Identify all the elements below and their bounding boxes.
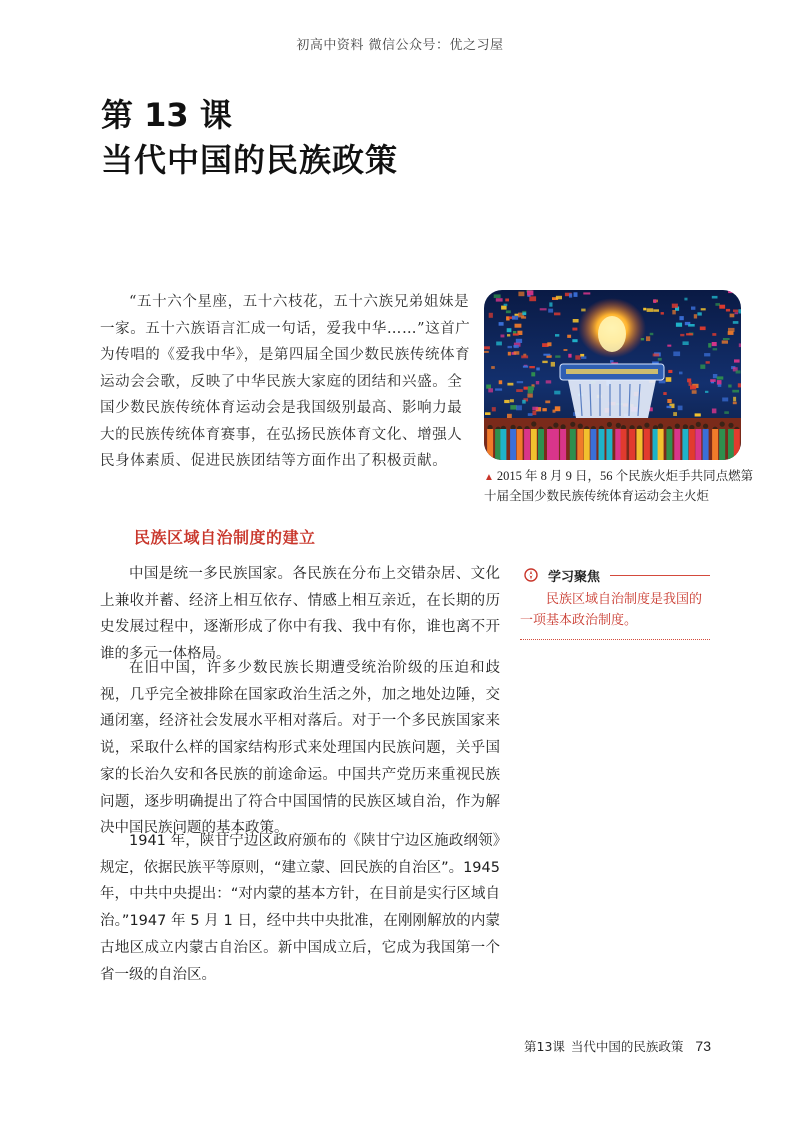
figure-caption: [484, 467, 754, 505]
divider: [610, 575, 710, 576]
body-paragraph: 1941 年，陕甘宁边区政府颁布的《陕甘宁边区施政纲领》规定，依据民族平等原则，“建立蒙、回民族的自治区”。1945 年，中共中央提出：“对内蒙的基本方针，在目前是实行区域自治。”1947 年 5 月 1 日，经中共中央批准，在刚刚解放的内蒙古地区成立内蒙古自治区。新中国成立后，它成为我国第一个省一级的自治区。: [100, 833, 500, 983]
study-focus-box: [520, 566, 710, 640]
caption-text: 2015 年 8 月 9 日，56 个民族火炬手共同点燃第十届全国少数民族传统体育运动会主火炬: [484, 469, 754, 503]
footer-lesson-title: 当代中国的民族政策: [570, 1039, 684, 1054]
page-number: 73: [695, 1038, 711, 1054]
study-focus-title: 学习聚焦: [548, 570, 601, 585]
intro-paragraph: “五十六个星座，五十六枝花，五十六族兄弟姐妹是一家。五十六族语言汇成一句话，爱我中华……”这首广为传唱的《爱我中华》，是第四届全国少数民族传统体育运动会会歌，反映了中华民族大家庭的团结和兴盛。全国少数民族传统体育运动会是我国级别最高、影响力最大的民族传统体育赛事，在弘扬民族体育文化、增强人民身体素质、促进民族团结等方面作出了积极贡献。: [100, 294, 471, 469]
page-title: 当代中国的民族政策: [101, 141, 399, 179]
lesson-number: 第 13 课: [101, 96, 232, 134]
triangle-marker-icon: ▲: [484, 472, 494, 483]
body-paragraph: 中国是统一多民族国家。各民族在分布上交错杂居、文化上兼收并蓄、经济上相互依存、情感上相互亲近，在长期的历史发展过程中，逐渐形成了你中有我、我中有你，谁也离不开谁的多元一体格局。: [100, 566, 500, 663]
ceremony-photo: [484, 290, 741, 460]
footer-lesson-label: 第13课: [524, 1039, 565, 1054]
study-focus-header: [520, 566, 710, 584]
section-heading: 民族区域自治制度的建立: [134, 528, 316, 547]
compass-icon: [524, 568, 538, 582]
page-footer: [524, 1037, 711, 1055]
body-paragraph: 在旧中国，许多少数民族长期遭受统治阶级的压迫和歧视，几乎完全被排除在国家政治生活之外，加之地处边陲，交通闭塞，经济社会发展水平相对落后。对于一个多民族国家来说，采取什么样的国家结构形式来处理国内民族问题，关乎国家的长治久安和各民族的前途命运。中国共产党历来重视民族问题，逐步明确提出了符合中国国情的民族区域自治，作为解决中国民族问题的基本政策。: [100, 660, 500, 837]
watermark-text: 初高中资料 微信公众号：优之习屋: [296, 38, 504, 53]
study-focus-text: 民族区域自治制度是我国的一项基本政治制度。: [520, 590, 710, 640]
